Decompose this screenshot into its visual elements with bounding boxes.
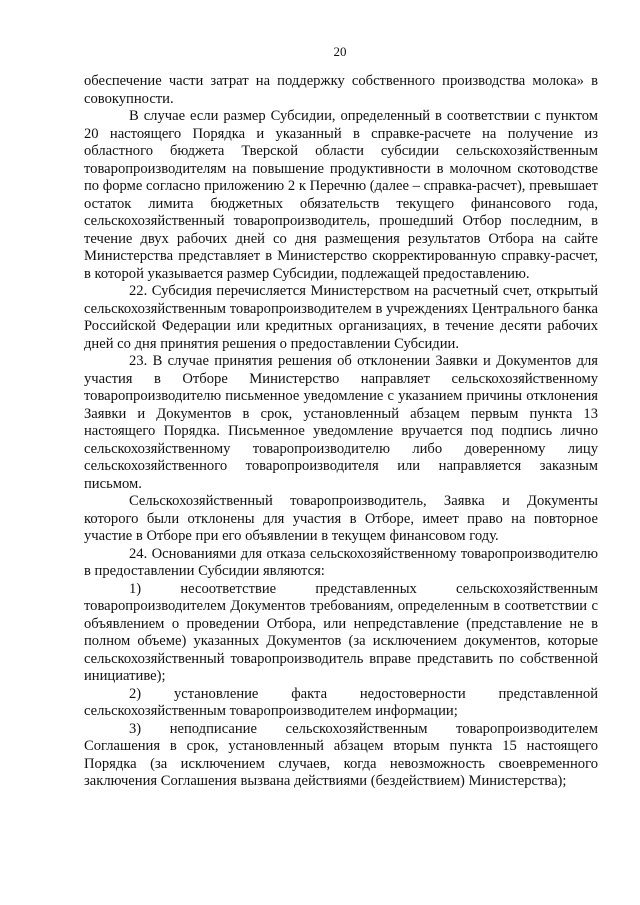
document-body: [84, 73, 598, 791]
paragraph-item-24: 24. Основаниями для отказа сельскохозяйственному товаропроизводителю в предоставлении Субсидии являются:: [84, 545, 598, 579]
paragraph-subsidy-correction: В случае если размер Субсидии, определенный в соответствии с пунктом 20 настоящего Порядка и указанный в справке-расчете на получение из областного бюджета Тверской области субсидии сельскохозяйственным товаропроизводителям на повышение продуктивности в молочном скотоводстве по форме согласно приложению 2 к Перечню (далее – справка-расчет), превышает остаток лимита бюджетных обязательств текущего финансового года, сельскохозяйственный товаропроизводитель, прошедший Отбор последним, в течение двух рабочих дней со дня размещения результатов Отбора на сайте Министерства представляет в Министерство скорректированную справку-расчет, в которой указывается размер Субсидии, подлежащей предоставлению.: [84, 108, 598, 282]
paragraph-item-23: 23. В случае принятия решения об отклонении Заявки и Документов для участия в Отборе Министерство направляет сельскохозяйственному товаропроизводителю письменное уведомление с указанием причины отклонения Заявки и Документов в срок, установленный абзацем первым пункта 13 настоящего Порядка. Письменное уведомление вручается под подпись лично сельскохозяйственному товаропроизводителю либо доверенному лицу сельскохозяйственного товаропроизводителя или направляется заказным письмом.: [84, 353, 598, 492]
paragraph-repeat-participation: Сельскохозяйственный товаропроизводитель, Заявка и Документы которого были отклонены для участия в Отборе, имеет право на повторное участие в Отборе при его объявлении в текущем финансовом году.: [84, 493, 598, 544]
paragraph-continuation: обеспечение части затрат на поддержку собственного производства молока» в совокупности.: [84, 73, 598, 107]
paragraph-refusal-ground-1: 1) несоответствие представленных сельскохозяйственным товаропроизводителем Документов требованиям, определенным в соответствии с объявлением о проведении Отбора, или непредставление (представление не в полном объеме) указанных Документов (за исключением документов, которые сельскохозяйственный товаропроизводитель вправе представить по собственной инициативе);: [84, 580, 598, 684]
paragraph-refusal-ground-2: 2) установление факта недостоверности представленной сельскохозяйственным товаропроизводителем информации;: [84, 685, 598, 719]
paragraph-refusal-ground-3: 3) неподписание сельскохозяйственным товаропроизводителем Соглашения в срок, установленный абзацем вторым пункта 15 настоящего Порядка (за исключением случаев, когда невозможность своевременного заключения Соглашения вызвана действиями (бездействием) Министерства);: [84, 720, 598, 789]
paragraph-item-22: 22. Субсидия перечисляется Министерством на расчетный счет, открытый сельскохозяйственным товаропроизводителем в учреждениях Центрального банка Российской Федерации или кредитных организациях, в течение десяти рабочих дней со дня принятия решения о предоставлении Субсидии.: [84, 283, 598, 352]
page-number: 20: [333, 44, 347, 59]
